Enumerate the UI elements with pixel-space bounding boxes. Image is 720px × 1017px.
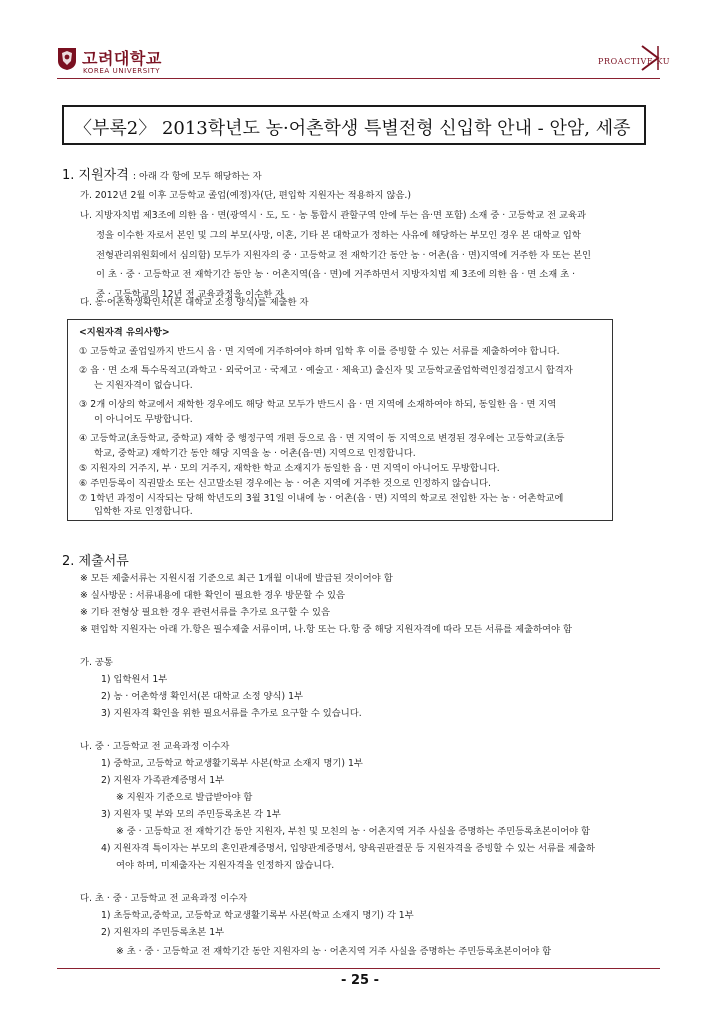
group-b-item: 4) 지원자격 특이자는 부모의 혼인관계증명서, 입양관계증명서, 양육권판결문 등 지원자격을 증빙할 수 있는 서류를 제출하 — [101, 843, 595, 854]
section1-line: 전형관리위원회에서 심의함) 모두가 지원자의 중 · 고등학교 전 재학기간 동안 농 · 어촌(읍 · 면)지역에 거주한 자 또는 본인 — [96, 250, 592, 261]
group-b-item: ※ 중 · 고등학교 전 재학기간 동안 지원자, 부친 및 모친의 농 · 어촌지역 거주 사실을 증명하는 주민등록초본이어야 함 — [116, 826, 590, 837]
section2-note: ※ 실사방문 : 서류내용에 대한 확인이 필요한 경우 방문할 수 있음 — [80, 590, 345, 601]
section1-line: 정을 이수한 자로서 본인 및 그의 부모(사망, 이혼, 기타 본 대학교가 정하는 사유에 해당하는 부모인 경우 본 대학교 입학 — [96, 230, 581, 241]
notice-line: ③ 2개 이상의 학교에서 재학한 경우에도 해당 학교 모두가 반드시 읍 · 면 지역에 소재하여야 하되, 동일한 읍 · 면 지역 — [79, 399, 557, 410]
section2-heading: 2. 제출서류 — [62, 554, 129, 569]
group-a-label: 가. 공통 — [80, 657, 113, 668]
section1-line: 가. 2012년 2월 이후 고등학교 졸업(예정)자(단, 편입학 지원자는 적용하지 않음.) — [80, 190, 412, 201]
group-b-item: 2) 지원자 가족관계증명서 1부 — [101, 775, 225, 786]
document-title: 〈부록2〉 2013학년도 농·어촌학생 특별전형 신입학 안내 - 안암, 세종 — [74, 118, 631, 139]
page-number: - 25 - — [341, 973, 379, 988]
section1-heading — [62, 164, 262, 183]
notice-line: 학교, 중학교) 재학기간 동안 해당 지역을 농 · 어촌(읍·면) 지역으로 인정합니다. — [94, 448, 416, 459]
footer-divider — [57, 968, 660, 969]
section1-line: 이 초 · 중 · 고등학교 전 재학기간 동안 농 · 어촌지역(읍 · 면)에 거주하면서 지방자치법 제 3조에 의한 읍 · 면 소재 초 · — [96, 269, 576, 280]
section2-note: ※ 편입학 지원자는 아래 가.항은 필수제출 서류이며, 나.항 또는 다.항 중 해당 지원자격에 따라 모든 서류를 제출하여야 함 — [80, 624, 572, 635]
notice-line: 입학한 자로 인정합니다. — [94, 506, 193, 517]
title-box — [62, 105, 646, 145]
section1-line: 다. 농·어촌학생확인서(본 대학교 소정 양식)를 제출한 자 — [80, 297, 309, 308]
section1-line: 중 · 고등학교의 12년 전 교육과정을 이수한 자 — [96, 289, 285, 300]
notice-line: ⑥ 주민등록이 직권말소 또는 신고말소된 경우에는 농 · 어촌 지역에 거주한 것으로 인정하지 않습니다. — [79, 478, 491, 489]
logo-korean-name: 고려대학교 — [82, 49, 162, 68]
group-b-item: 3) 지원자 및 부와 모의 주민등록초본 각 1부 — [101, 809, 281, 820]
korea-university-emblem-icon — [57, 47, 77, 71]
group-a-item: 1) 입학원서 1부 — [101, 674, 168, 685]
notice-line: ② 읍 · 면 소재 특수목적고(과학고 · 외국어고 · 국제고 · 예술고 · 체육고) 출신자 및 고등학교졸업학력인정검정고시 합격자 — [79, 365, 573, 376]
logo-english-name: KOREA UNIVERSITY — [83, 67, 161, 75]
section1-line: 나. 지방자치법 제3조에 의한 읍 · 면(광역시 · 도, 도 · 농 통합시 관할구역 안에 두는 읍·면 포함) 소재 중 · 고등학교 전 교육과 — [80, 210, 586, 221]
section2-note: ※ 모든 제출서류는 지원시점 기준으로 최근 1개월 이내에 발급된 것이어야 함 — [80, 573, 393, 584]
group-a-item: 3) 지원자격 확인을 위한 필요서류를 추가로 요구할 수 있습니다. — [101, 708, 362, 719]
section1-heading-sub: : 아래 각 항에 모두 해당하는 자 — [132, 171, 262, 182]
notice-line: 는 지원자격이 없습니다. — [94, 380, 193, 391]
section2-note: ※ 기타 전형상 필요한 경우 관련서류를 추가로 요구할 수 있음 — [80, 607, 330, 618]
group-c-item: 1) 초등학교,중학교, 고등학교 학교생활기록부 사본(학교 소재지 명기) 각 1부 — [101, 910, 414, 921]
proactive-ku-mark-icon — [638, 44, 662, 72]
group-b-item: ※ 지원자 기준으로 발급받아야 함 — [116, 792, 253, 803]
notice-line: ④ 고등학교(초등학교, 중학교) 재학 중 행정구역 개편 등으로 읍 · 면 지역이 동 지역으로 변경된 경우에는 고등학교(초등 — [79, 433, 565, 444]
notice-line: ⑦ 1학년 과정이 시작되는 당해 학년도의 3월 31일 이내에 농 · 어촌(읍 · 면) 지역의 학교로 전입한 자는 농 · 어촌학교에 — [79, 493, 564, 504]
page-header — [0, 0, 720, 80]
group-c-label: 다. 초 · 중 · 고등학교 전 교육과정 이수자 — [80, 893, 248, 904]
group-c-item: ※ 초 · 중 · 고등학교 전 재학기간 동안 지원자의 농 · 어촌지역 거주 사실을 증명하는 주민등록초본이어야 함 — [116, 946, 552, 957]
notice-line: ① 고등학교 졸업일까지 반드시 읍 · 면 지역에 거주하여야 하며 입학 후 이를 증빙할 수 있는 서류를 제출하여야 합니다. — [79, 346, 560, 357]
section1-heading-label: 1. 지원자격 — [62, 168, 129, 183]
notice-title: <지원자격 유의사항> — [79, 327, 170, 338]
group-c-item: 2) 지원자의 주민등록초본 1부 — [101, 927, 225, 938]
proactive-ku-text: PROACTIVE KU — [598, 57, 671, 66]
notice-line: ⑤ 지원자의 거주지, 부 · 모의 거주지, 재학한 학교 소재지가 동일한 읍 · 면 지역이 아니어도 무방합니다. — [79, 463, 500, 474]
header-divider — [57, 78, 660, 79]
group-b-item: 1) 중학교, 고등학교 학교생활기록부 사본(학교 소재지 명기) 1부 — [101, 758, 363, 769]
group-a-item: 2) 농 · 어촌학생 확인서(본 대학교 소정 양식) 1부 — [101, 691, 303, 702]
group-b-label: 나. 중 · 고등학교 전 교육과정 이수자 — [80, 741, 230, 752]
group-b-item: 여야 하며, 미제출자는 지원자격을 인정하지 않습니다. — [116, 860, 335, 871]
notice-line: 이 아니어도 무방합니다. — [94, 414, 193, 425]
